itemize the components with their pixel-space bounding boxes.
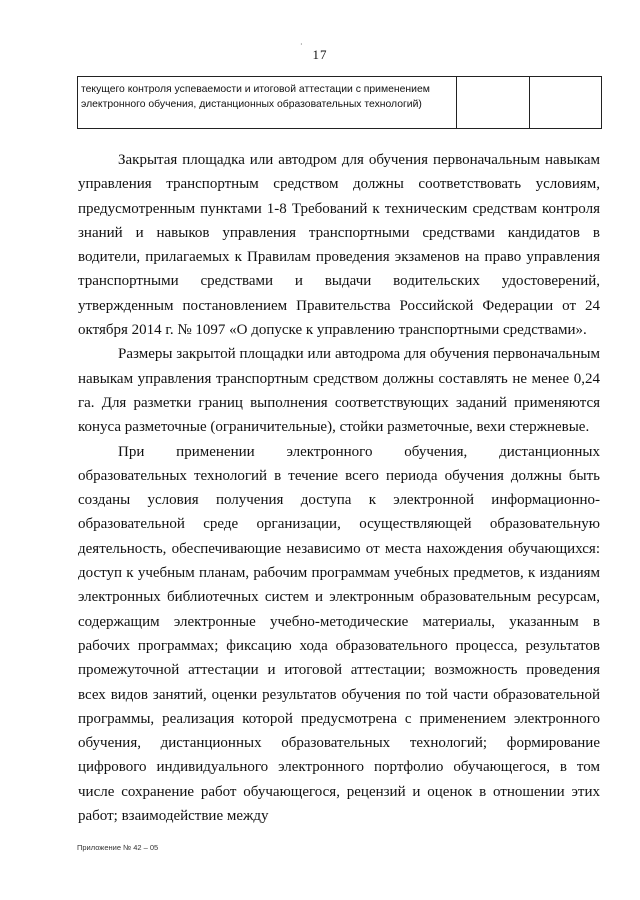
continuation-table [77, 76, 602, 129]
scan-dot: · [300, 40, 303, 49]
document-body [78, 148, 600, 828]
table-cell-description [78, 77, 457, 129]
paragraph-e-learning: При применении электронного обучения, дистанционных образовательных технологий в течение всего периода обучения должны быть созданы условия получения доступа к электронной информационно-образовательной среде организации, осуществляющей образовательную деятельность, обеспечивающие независимо от места нахождения обучающихся: доступ к учебным планам, рабочим программам учебных предметов, к изданиям электронных библиотечных систем и электронным образовательным ресурсам, содержащим электронные учебно-методические материалы, указанным в рабочих программах; фиксацию хода образовательного процесса, результатов промежуточной аттестации и итоговой аттестации; возможность проведения всех видов занятий, оценки результатов обучения по той части образовательной программы, реализация которой предусмотрена с применением электронного обучения, дистанционных образовательных технологий; формирование цифрового индивидуального электронного портфолио обучающегося, в том числе сохранение работ обучающегося, рецензий и оценок в отношении этих работ; взаимодействие между [78, 443, 600, 825]
page-footer: Приложение № 42 – 05 [77, 843, 159, 852]
table-cell-empty [530, 77, 602, 129]
table-row [78, 77, 602, 129]
paragraph-site-requirements: Закрытая площадка или автодром для обучения первоначальным навыкам управления транспортным средством должны соответствовать условиям, предусмотренным пунктами 1-8 Требований к техническим средствам контроля знаний и навыков управления транспортными средствами кандидатов в водители, прилагаемых к Правилам проведения экзаменов на право управления транспортными средствами и выдачи водительских удостоверений, утвержденным постановлением Правительства Российской Федерации от 24 октября 2014 г. № 1097 «О допуске к управлению транспортными средствами». [78, 152, 600, 339]
table-cell-text: текущего контроля успеваемости и итоговой аттестации с применением электронного обучения, дистанционных образовательных технологий) [81, 84, 430, 110]
page-number: 17 [312, 47, 328, 62]
table-cell-empty [457, 77, 530, 129]
paragraph-site-size: Размеры закрытой площадки или автодрома для обучения первоначальным навыкам управления транспортным средством должны составлять не менее 0,24 га. Для разметки границ выполнения соответствующих заданий применяются конуса разметочные (ограничительные), стойки разметочные, вехи стержневые. [78, 346, 600, 436]
